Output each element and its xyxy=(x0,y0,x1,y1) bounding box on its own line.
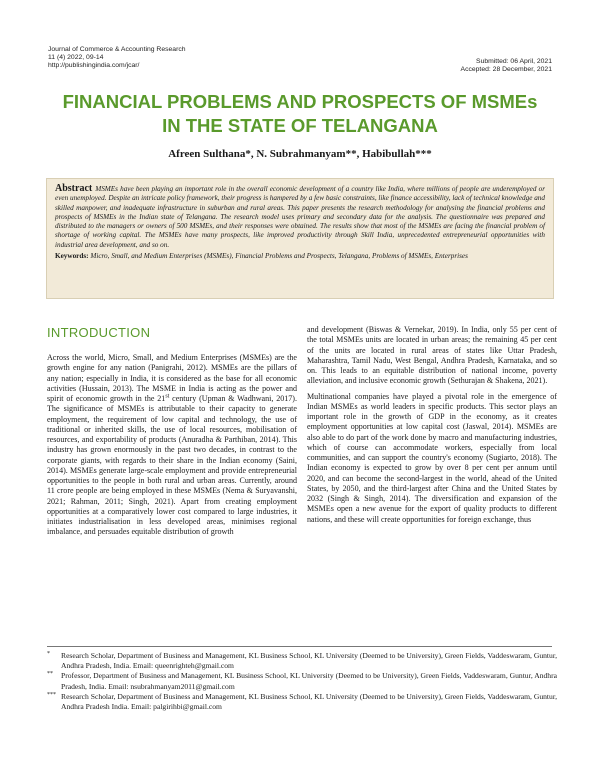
intro-paragraph-1 xyxy=(47,353,297,538)
footnotes xyxy=(47,651,557,712)
intro-paragraph-1-b: century (Upman & Wadhwani, 2017). The significance of MSMEs is attributable to their capacity to generate employment, the requirement of low capital and technology, the use of traditional or inherited skills, the use of local resources, mobilisation of resources, and exportability of products (Anuradha & Parthiban, 2014). This industry has grown enormously in the past two decades, in contrast to the corporate giants, with regards to their share in the Indian economy (Saini, 2014). MSMEs generate large-scale employment and provide entrepreneurial opportunities to the people in both rural and urban areas. Currently, around 11 crore people are being employed in these MSMEs (Nema & Suryavanshi, 2021; Rahman, 2011; Singh, 2021). Apart from creating employment opportunities at a comparatively lower cost compared to large industries, it initiates industrialisation in less developed areas, minimises regional imbalance, and persuades equitable distribution of growth xyxy=(47,394,297,537)
footnote-1 xyxy=(47,651,557,671)
left-column xyxy=(47,325,297,538)
title-line-2: IN THE STATE OF TELANGANA xyxy=(162,115,438,136)
authors: Afreen Sulthana*, N. Subrahmanyam**, Habibullah*** xyxy=(168,148,432,160)
footnote-3 xyxy=(47,692,557,712)
abstract-body xyxy=(55,184,545,250)
intro-paragraph-1-a: Across the world, Micro, Small, and Medium Enterprises (MSMEs) are the growth engine for any nation (Panigrahi, 2012). MSMEs are the pillars of any nation; especially in India, it is considered as the base for all economic activities (Hussain, 2013). The MSME in India is acting as the power and spirit of economic growth in the 21 xyxy=(47,353,297,403)
footnote-text: Research Scholar, Department of Business and Management, KL Business School, KL University (Deemed to be University), Green Fields, Vaddeswaram, Guntur, Andhra Pradesh, India. Email: queenrighteh@gmail.com xyxy=(61,651,557,671)
footnote-text: Research Scholar, Department of Business and Management, KL Business School, KL University (Deemed to be University), Green Fields, Vaddeswaram, Guntur, Andhra Pradesh India. Email: palgirihbi@gmail.com xyxy=(61,691,557,712)
journal-header xyxy=(48,46,186,71)
footnote-mark: * xyxy=(47,651,50,657)
abstract-box xyxy=(46,178,554,299)
superscript-st: st xyxy=(165,393,170,400)
keywords xyxy=(55,252,545,261)
footnote-rule xyxy=(47,646,552,647)
keywords-label: Keywords: xyxy=(55,252,89,261)
accepted-date: Accepted: 28 December, 2021 xyxy=(460,66,552,74)
abstract-text: MSMEs have been playing an important role in the overall economic development of a country like India, where millions of people are underemployed or even unemployed. Despite an intricate policy framework, their progress is hampered by a few basic constraints, like finance accessibility, lack of technical knowledge and skilled manpower, and inadequate infrastructure in suburban and rural areas. This paper presents the research methodology for analysing the financial problems and prospects of MSMEs in the Indian state of Telangana. The research model uses primary and secondary data for the analysis. The questionnaire was prepared and distributed to the managers or owners of 500 MSMEs, and their responses were obtained. The results show that most of the MSMEs are facing the financial problem of shortage of working capital. The MSMEs have many prospects, like improved productivity through Skill India, unprecedented entrepreneurial opportunities with industrial area development, and so on. xyxy=(55,185,545,249)
submitted-date: Submitted: 06 April, 2021 xyxy=(476,58,552,65)
abstract-label: Abstract xyxy=(55,183,93,194)
keywords-text: Micro, Small, and Medium Enterprises (MSMEs), Financial Problems and Prospects, Telangana, Problems of MSMEs, Enterprises xyxy=(90,252,468,261)
footnote-2 xyxy=(47,671,557,691)
paper-title xyxy=(40,90,560,138)
footnote-mark: *** xyxy=(47,691,56,698)
introduction-heading: INTRODUCTION xyxy=(47,325,151,340)
intro-paragraph-2: and development (Biswas & Vernekar, 2019). In India, only 55 per cent of the total MSMEs units are located in urban areas; the remaining 45 per cent of the units are located in rural areas of states like Uttar Pradesh, Maharashtra, Tamil Nadu, West Bengal, Andhra Pradesh, Karnataka, and so on. This leads to an equitable distribution of national income, poverty alleviation, and inclusive economic growth (Sethurajan & Shakena, 2021). xyxy=(307,325,557,386)
journal-url[interactable]: http://publishingindia.com/jcar/ xyxy=(48,62,140,70)
right-column xyxy=(307,325,557,525)
footnote-text: Professor, Department of Business and Management, KL Business School, KL University (Deemed to be University), Green Fields, Vaddeswaram, Guntur, Andhra Pradesh, India. Email: nsubrahmanyam2011@gmail.com xyxy=(61,671,557,691)
journal-name: Journal of Commerce & Accounting Research xyxy=(48,46,186,53)
footnote-mark: ** xyxy=(47,671,53,678)
title-line-1: FINANCIAL PROBLEMS AND PROSPECTS OF MSMEs xyxy=(62,91,538,112)
journal-issue: 11 (4) 2022, 09-14 xyxy=(48,54,104,62)
intro-paragraph-3: Multinational companies have played a pivotal role in the emergence of Indian MSMEs as world leaders in specific products. This sector plays an important role in the growth of GDP in the economy, as it creates employment opportunities at low capital cost (Jaswal, 2014). MSMEs are also able to do part of the work done by macro and manufacturing industries, which of course can accommodate workers, especially from local communities, and can support the country's economy (Sugiarto, 2018). The Indian economy is expected to grow by over 8 per cent per annum until 2020, and can become the second-largest in the world, ahead of the United States, by 2050, and the third-largest after China and the United States by 2032 (Singh & Singh, 2014). The diversification and expansion of the MSMEs open a new avenue for the export of quality products to different nations, and these will create opportunities for foreign exchange, thus xyxy=(307,391,557,524)
submission-dates xyxy=(461,58,552,74)
